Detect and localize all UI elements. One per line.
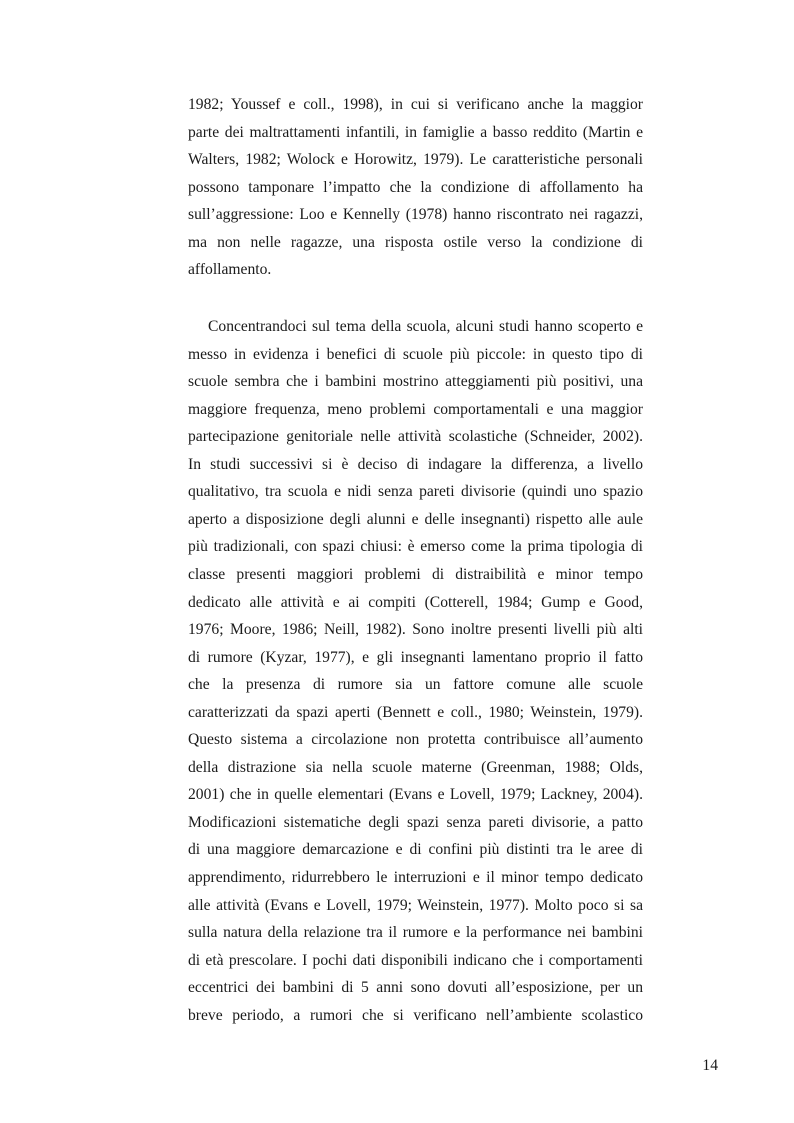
text-line: partecipazione genitoriale nelle attività scolastiche (Schneider, 2002). — [188, 428, 643, 446]
text-line: di età prescolare. I pochi dati disponibili indicano che i comportamenti — [188, 951, 643, 969]
text-line: di rumore (Kyzar, 1977), e gli insegnanti lamentano proprio il fatto — [188, 648, 643, 666]
text-line: qualitativo, tra scuola e nidi senza pareti divisorie (quindi uno spazio — [188, 483, 643, 501]
page-number: 14 — [702, 1057, 718, 1074]
text-line: aperto a disposizione degli alunni e delle insegnanti) rispetto alle aule — [188, 510, 643, 528]
text-line: parte dei maltrattamenti infantili, in famiglie a basso reddito (Martin e — [188, 123, 643, 141]
text-line: Questo sistema a circolazione non protetta contribuisce all’aumento — [188, 731, 643, 749]
text-line: apprendimento, ridurrebbero le interruzioni e il minor tempo dedicato — [188, 869, 643, 886]
text-line: 2001) che in quelle elementari (Evans e Lovell, 1979; Lackney, 2004). — [188, 786, 643, 804]
text-line: sull’aggressione: Loo e Kennelly (1978) hanno riscontrato nei ragazzi, — [188, 206, 643, 224]
text-line: ma non nelle ragazze, una risposta ostile verso la condizione di — [188, 233, 643, 251]
text-line: maggiore frequenza, meno problemi comportamentali e una maggior — [188, 400, 643, 418]
text-line: alle attività (Evans e Lovell, 1979; Weinstein, 1977). Molto poco si sa — [188, 896, 643, 914]
text-line: Walters, 1982; Wolock e Horowitz, 1979). Le caratteristiche personali — [188, 151, 643, 169]
text-line: possono tamponare l’impatto che la condizione di affollamento ha — [188, 178, 643, 196]
text-line: 1976; Moore, 1986; Neill, 1982). Sono inoltre presenti livelli più alti — [188, 621, 643, 639]
text-line: della distrazione sia nella scuole materne (Greenman, 1988; Olds, — [188, 758, 643, 776]
text-line: sulla natura della relazione tra il rumore e la performance nei bambini — [188, 924, 643, 942]
text-line: messo in evidenza i benefici di scuole più piccole: in questo tipo di — [188, 345, 643, 363]
text-line: eccentrici dei bambini di 5 anni sono dovuti all’esposizione, per un — [188, 979, 643, 997]
text-line: dedicato alle attività e ai compiti (Cotterell, 1984; Gump e Good, — [188, 593, 643, 611]
text-line: Concentrandoci sul tema della scuola, alcuni studi hanno scoperto e — [208, 318, 643, 335]
text-line: classe presenti maggiori problemi di distraibilità e minor tempo — [188, 565, 643, 583]
text-line: breve periodo, a rumori che si verificano nell’ambiente scolastico — [188, 1006, 643, 1024]
text-line: Modificazioni sistematiche degli spazi senza pareti divisorie, a patto — [188, 813, 643, 831]
text-line: caratterizzati da spazi aperti (Bennett e coll., 1980; Weinstein, 1979). — [188, 703, 643, 721]
text-line: 1982; Youssef e coll., 1998), in cui si verificano anche la maggior — [188, 96, 643, 113]
text-line: In studi successivi si è deciso di indagare la differenza, a livello — [188, 455, 643, 473]
text-line: affollamento. — [188, 261, 272, 279]
text-line: scuole sembra che i bambini mostrino atteggiamenti più positivi, una — [188, 373, 643, 391]
text-line: più tradizionali, con spazi chiusi: è emerso come la prima tipologia di — [188, 538, 643, 556]
text-line: che la presenza di rumore sia un fattore comune alle scuole — [188, 676, 643, 694]
text-line: di una maggiore demarcazione e di confini più distinti tra le aree di — [188, 841, 643, 859]
